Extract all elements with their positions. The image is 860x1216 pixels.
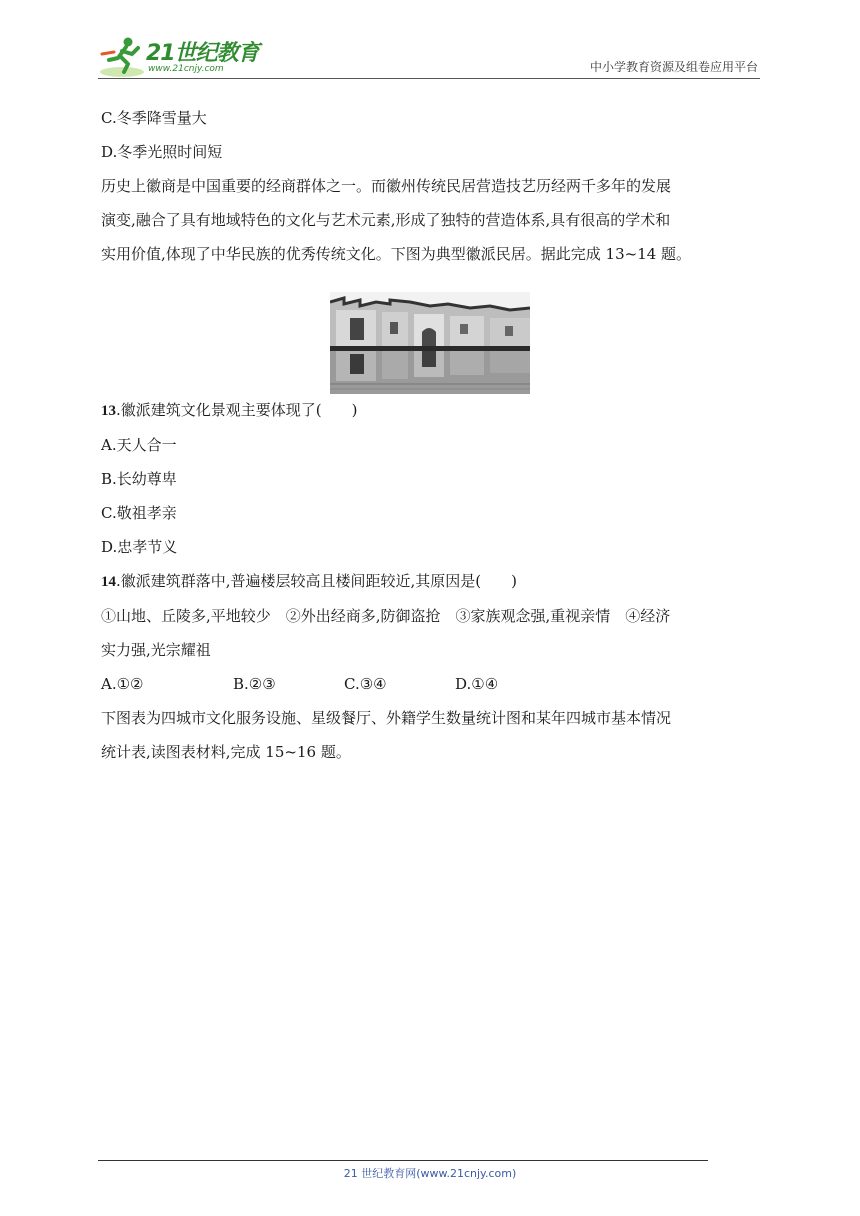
option-c-prev: C.冬季降雪量大 — [101, 109, 207, 127]
page-footer: 21 世纪教育网(www.21cnjy.com) — [343, 1167, 517, 1180]
option-d-prev: D.冬季光照时间短 — [101, 143, 223, 161]
page-header — [98, 30, 760, 78]
runner-logo-icon — [98, 34, 146, 78]
q13-option-c: C.敬祖孝亲 — [101, 504, 177, 522]
q14-option-a: A.①② — [101, 675, 144, 693]
question-text: .徽派建筑群落中,普遍楼层较高且楼间距较近,其原因是( ) — [116, 572, 518, 590]
q14-option-d: D.①④ — [455, 675, 499, 693]
question-text: .徽派建筑文化景观主要体现了( ) — [116, 401, 358, 419]
q14-statements-line: 实力强,光宗耀祖 — [101, 641, 211, 659]
intro-paragraph-line: 实用价值,体现了中华民族的优秀传统文化。下图为典型徽派民居。据此完成 13~14 题。 — [101, 245, 692, 263]
question-13-stem — [101, 393, 763, 428]
q13-option-b: B.长幼尊卑 — [101, 470, 177, 488]
document-body — [101, 101, 763, 769]
footer-divider — [98, 1160, 708, 1161]
logo-text: 21世纪教育 — [146, 41, 259, 66]
question-number: 13 — [101, 403, 116, 419]
question-14-stem — [101, 564, 763, 599]
logo-url: www.21cnjy.com — [148, 64, 224, 74]
site-logo — [98, 34, 268, 78]
header-divider — [98, 78, 760, 79]
q14-options — [101, 667, 763, 701]
intro-paragraph-line: 演变,融合了具有地域特色的文化与艺术元素,形成了独特的营造体系,具有很高的学术和 — [101, 211, 671, 229]
q13-option-d: D.忠孝节义 — [101, 538, 178, 556]
intro2-line: 下图表为四城市文化服务设施、星级餐厅、外籍学生数量统计图和某年四城市基本情况 — [101, 709, 672, 727]
huizhou-dwelling-photo — [330, 292, 530, 394]
q13-option-a: A.天人合一 — [101, 436, 177, 454]
header-tagline: 中小学教育资源及组卷应用平台 — [589, 60, 758, 74]
question-number: 14 — [101, 574, 116, 590]
q14-option-c: C.③④ — [344, 675, 387, 693]
intro2-line: 统计表,读图表材料,完成 15~16 题。 — [101, 743, 351, 761]
intro-paragraph-line: 历史上徽商是中国重要的经商群体之一。而徽州传统民居营造技艺历经两千多年的发展 — [101, 177, 672, 195]
q14-statements-line: ①山地、丘陵多,平地较少 ②外出经商多,防御盗抢 ③家族观念强,重视亲情 ④经济 — [101, 607, 671, 625]
q14-option-b: B.②③ — [233, 675, 276, 693]
